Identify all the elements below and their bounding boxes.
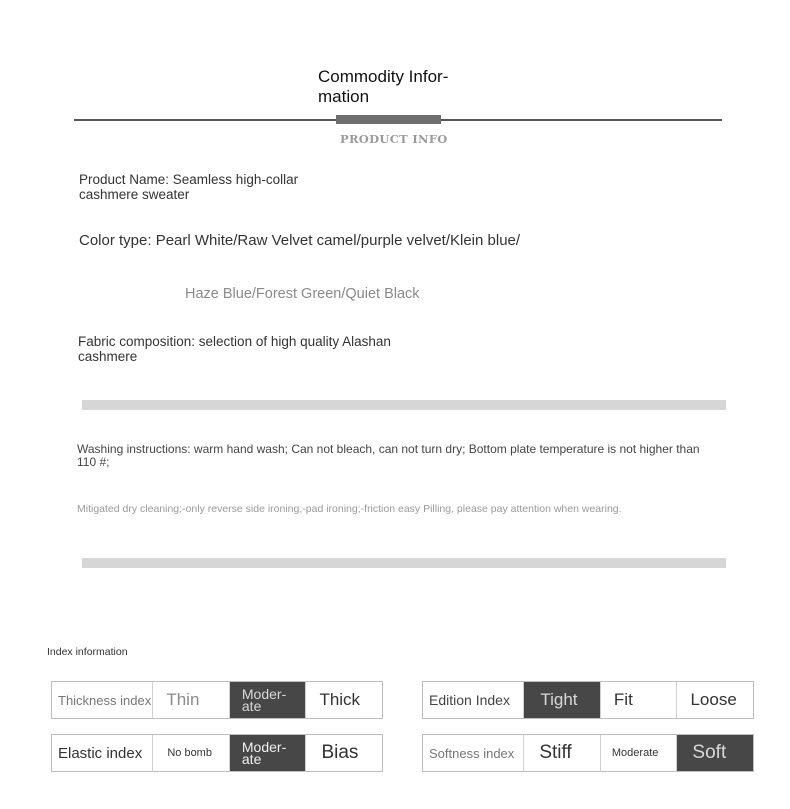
thickness-index-table <box>51 681 383 719</box>
elastic-option-no-bomb: No bomb <box>152 735 229 771</box>
divider-bar <box>82 400 726 410</box>
product-name: Product Name: Seamless high-collar cashmere sweater <box>79 172 299 202</box>
title-accent-bar <box>336 115 441 124</box>
elastic-option-bias: Bias <box>305 735 382 771</box>
page-title: Commodity Infor- mation <box>318 67 449 106</box>
washing-instructions: Washing instructions: warm hand wash; Can not bleach, can not turn dry; Bottom plate temperature is not higher than 110 #; <box>77 442 700 469</box>
color-type: Color type: Pearl White/Raw Velvet camel/purple velvet/Klein blue/ <box>79 232 521 249</box>
thickness-option-thin: Thin <box>152 682 229 718</box>
edition-option-tight-selected: Tight <box>523 682 600 718</box>
section-subtitle: PRODUCT INFO <box>340 132 448 146</box>
care-notes: Mitigated dry cleaning;-only reverse side ironing;-pad ironing;-friction easy Pilling, please pay attention when wearing. <box>77 503 622 515</box>
softness-index-label: Softness index <box>429 745 515 761</box>
edition-index-label: Edition Index <box>429 692 510 708</box>
edition-index-table <box>422 681 754 719</box>
color-type-continued: Haze Blue/Forest Green/Quiet Black <box>185 286 420 302</box>
elastic-index-table <box>51 734 383 772</box>
thickness-option-thick: Thick <box>305 682 382 718</box>
edition-option-loose: Loose <box>676 682 753 718</box>
thickness-option-moderate-selected: Moder- ate <box>229 682 306 718</box>
elastic-option-moderate-selected: Moder- ate <box>229 735 306 771</box>
elastic-index-label: Elastic index <box>58 744 143 762</box>
thickness-index-label: Thickness index <box>58 692 152 708</box>
index-title: Index information <box>47 646 128 658</box>
softness-index-table <box>422 734 754 772</box>
divider-bar <box>82 558 726 568</box>
softness-option-soft-selected: Soft <box>676 735 753 771</box>
softness-option-stiff: Stiff <box>523 735 600 771</box>
softness-option-moderate: Moderate <box>600 735 677 771</box>
fabric-composition: Fabric composition: selection of high quality Alashan cashmere <box>78 334 391 364</box>
edition-option-fit: Fit <box>600 682 677 718</box>
